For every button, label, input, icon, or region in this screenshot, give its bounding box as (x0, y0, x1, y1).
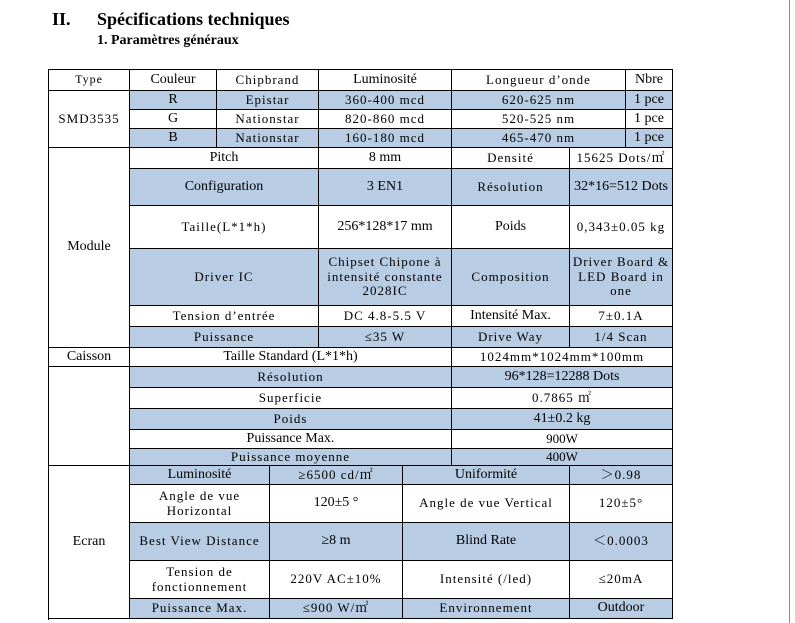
smd-color: R (130, 91, 217, 110)
ecran-blindrate-label: Blind Rate (403, 523, 570, 561)
caisson-taille-label: Taille Standard (L*1*h) (130, 348, 452, 367)
ecran-uniformite-value: ＞0.98 (570, 466, 673, 485)
module-taille-label: Taille(L*1*h) (130, 206, 319, 249)
caisson-resolution-label: Résolution (130, 367, 452, 388)
ecran-intensite-value: ≤20mA (570, 561, 673, 599)
ecran-pmax-value: ≤900 W/㎡ (270, 599, 403, 619)
ecran-row (49, 466, 673, 485)
module-row (49, 206, 673, 249)
ecran-angle-h-label: Angle de vue Horizontal (130, 485, 270, 523)
module-tension-value: DC 4.8-5.5 V (319, 306, 452, 327)
ecran-row (49, 561, 673, 599)
ecran-lum-value: ≥6500 cd/㎡ (270, 466, 403, 485)
ecran-row (49, 485, 673, 523)
ecran-tension-value: 220V AC±10% (270, 561, 403, 599)
header-couleur: Couleur (130, 70, 217, 91)
caisson-poids-value: 41±0.2 kg (452, 409, 673, 430)
header-type: Type (49, 70, 130, 91)
page-edge (789, 0, 790, 623)
ecran-angle-v-value: 120±5° (570, 485, 673, 523)
ecran-row (49, 599, 673, 619)
smd-brand: Nationstar (217, 110, 319, 129)
caisson-resolution-value: 96*128=12288 Dots (452, 367, 673, 388)
ecran-bestview-label: Best View Distance (130, 523, 270, 561)
module-puissance-label: Puissance (130, 327, 319, 348)
module-row (49, 148, 673, 169)
module-config-value: 3 EN1 (319, 169, 452, 206)
smd-wavelength: 620-625 nm (452, 91, 626, 110)
smd-color: B (130, 129, 217, 148)
smd-luminosity: 360-400 mcd (319, 91, 452, 110)
caisson-poids-label: Poids (130, 409, 452, 430)
module-row (49, 249, 673, 306)
caisson-row (49, 367, 673, 388)
section-title: Spécifications techniques (97, 9, 290, 29)
caisson-row (49, 409, 673, 430)
module-resolution-label: Résolution (452, 169, 570, 206)
module-taille-value: 256*128*17 mm (319, 206, 452, 249)
smd-row-b (49, 129, 673, 148)
smd-brand: Nationstar (217, 129, 319, 148)
ecran-angle-v-label: Angle de vue Vertical (403, 485, 570, 523)
caisson-taille-value: 1024mm*1024mm*100mm (452, 348, 673, 367)
caisson-pmoy-label: Puissance moyenne (130, 449, 452, 466)
caisson-title: Caisson (49, 348, 130, 367)
ecran-intensite-label: Intensité (/led) (403, 561, 570, 599)
module-row (49, 327, 673, 348)
module-puissance-value: ≤35 W (319, 327, 452, 348)
subsection-title: 1. Paramètres généraux (97, 33, 239, 48)
module-config-label: Configuration (130, 169, 319, 206)
smd-wavelength: 520-525 nm (452, 110, 626, 129)
smd-brand: Epistar (217, 91, 319, 110)
module-intensite-label: Intensité Max. (452, 306, 570, 327)
module-row (49, 306, 673, 327)
smd-quantity: 1 pce (626, 91, 673, 110)
caisson-row (49, 348, 673, 367)
smd-luminosity: 820-860 mcd (319, 110, 452, 129)
caisson-superficie-value: 0.7865 ㎡ (452, 388, 673, 409)
ecran-env-label: Environnement (403, 599, 570, 619)
header-longueur: Longueur d’onde (452, 70, 626, 91)
ecran-pmax-label: Puissance Max. (130, 599, 270, 619)
caisson-pmoy-value: 400W (452, 449, 673, 466)
header-chipbrand: Chipbrand (217, 70, 319, 91)
ecran-angle-h-value: 120±5 ° (270, 485, 403, 523)
smd-color: G (130, 110, 217, 129)
smd-type: SMD3535 (49, 91, 130, 148)
module-poids-label: Poids (452, 206, 570, 249)
smd-wavelength: 465-470 nm (452, 129, 626, 148)
module-drive-label: Drive Way (452, 327, 570, 348)
ecran-tension-label: Tension de fonctionnement (130, 561, 270, 599)
caisson-row (49, 388, 673, 409)
smd-row-g (49, 110, 673, 129)
caisson-row (49, 449, 673, 466)
header-nbre: Nbre (626, 70, 673, 91)
ecran-uniformite-label: Uniformité (403, 466, 570, 485)
smd-row-r (49, 91, 673, 110)
smd-quantity: 1 pce (626, 110, 673, 129)
ecran-blindrate-value: ＜0.0003 (570, 523, 673, 561)
ecran-bestview-value: ≥8 m (270, 523, 403, 561)
header-luminosite: Luminosité (319, 70, 452, 91)
module-driver-label: Driver IC (130, 249, 319, 306)
smd-luminosity: 160-180 mcd (319, 129, 452, 148)
module-composition-label: Composition (452, 249, 570, 306)
module-driver-value: Chipset Chipone à intensité constante 2028IC (319, 249, 452, 306)
section-number: II. (52, 9, 71, 29)
module-pitch-value: 8 mm (319, 148, 452, 169)
caisson-pmax-label: Puissance Max. (130, 430, 452, 449)
module-drive-value: 1/4 Scan (570, 327, 673, 348)
ecran-row (49, 523, 673, 561)
module-densite-value: 15625 Dots/㎡ (570, 148, 673, 169)
module-row (49, 169, 673, 206)
module-resolution-value: 32*16=512 Dots (570, 169, 673, 206)
caisson-blank-cell (49, 367, 130, 466)
ecran-lum-label: Luminosité (130, 466, 270, 485)
caisson-superficie-label: Superficie (130, 388, 452, 409)
module-pitch-label: Pitch (130, 148, 319, 169)
header-row (49, 70, 673, 91)
caisson-row (49, 430, 673, 449)
ecran-env-value: Outdoor (570, 599, 673, 619)
ecran-title: Ecran (49, 466, 130, 619)
module-densite-label: Densité (452, 148, 570, 169)
module-poids-value: 0,343±0.05 kg (570, 206, 673, 249)
module-tension-label: Tension d’entrée (130, 306, 319, 327)
specifications-table (48, 69, 673, 619)
smd-quantity: 1 pce (626, 129, 673, 148)
module-intensite-value: 7±0.1A (570, 306, 673, 327)
module-title: Module (49, 148, 130, 348)
caisson-pmax-value: 900W (452, 430, 673, 449)
module-composition-value: Driver Board & LED Board in one (570, 249, 673, 306)
